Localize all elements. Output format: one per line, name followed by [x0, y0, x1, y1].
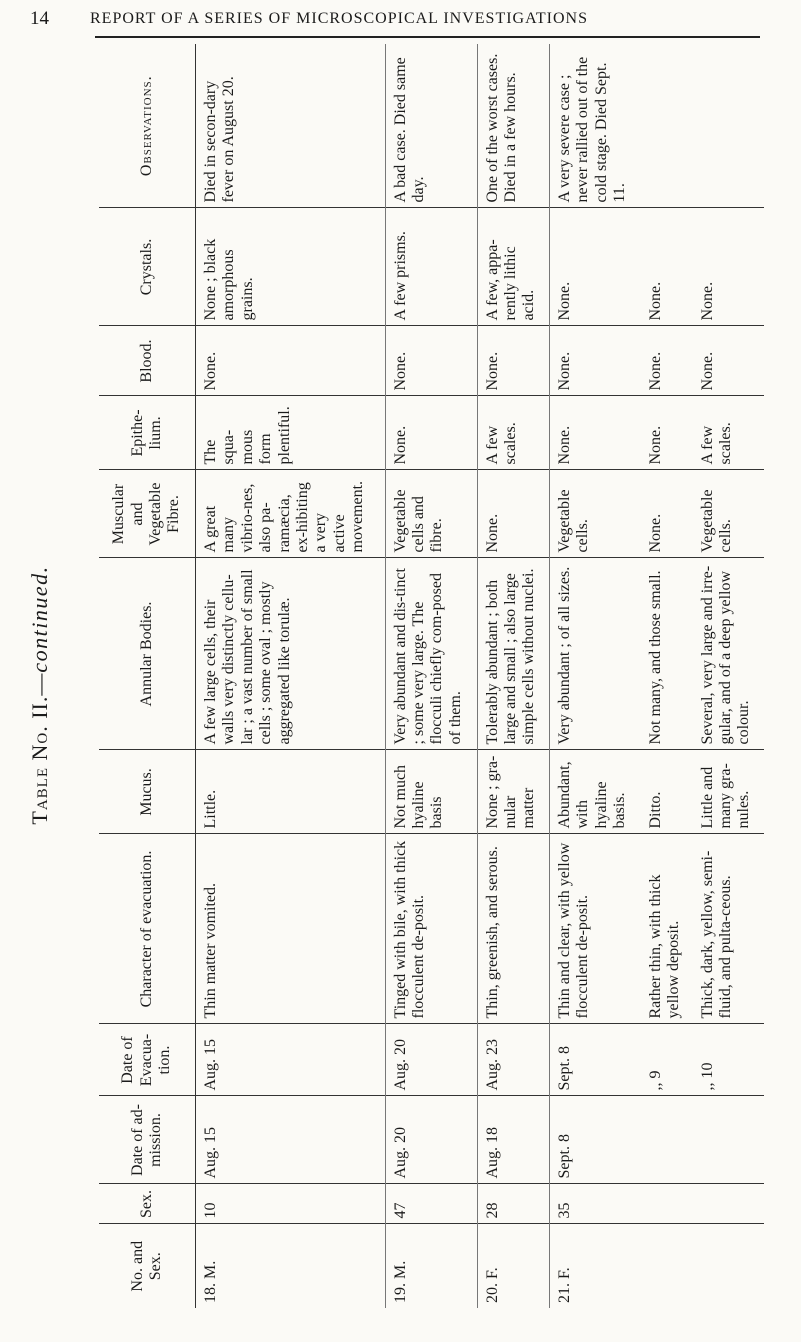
cell-no-sex: 21. F.: [549, 1224, 640, 1308]
cell-fibre: Vegetable cells.: [693, 470, 764, 558]
cell-observations: [641, 44, 693, 208]
cell-evacuation: ,, 9: [641, 1024, 693, 1096]
column-header: Crystals.: [99, 208, 196, 326]
cell-annular: Not many, and those small.: [641, 558, 693, 750]
column-header: Muscular and Vegetable Fibre.: [99, 470, 196, 558]
column-header: No. and Sex.: [99, 1224, 196, 1308]
cell-crystals: None ; black amorphous grains.: [196, 208, 386, 326]
cell-character: Rather thin, with thick yellow deposit.: [641, 834, 693, 1024]
cell-no-sex: [693, 1224, 764, 1308]
table-continued: continued.: [27, 565, 52, 673]
cell-epithelium: A few scales.: [477, 396, 549, 470]
cell-blood: None.: [477, 326, 549, 396]
cell-crystals: None.: [693, 208, 764, 326]
cell-observations: One of the worst cases. Died in a few hours.: [477, 44, 549, 208]
cell-age: [641, 1184, 693, 1224]
cell-age: 28: [477, 1184, 549, 1224]
table-number: Table No. II.—: [27, 672, 52, 825]
cell-age: 10: [196, 1184, 386, 1224]
column-header: Annular Bodies.: [99, 558, 196, 750]
table-row: [641, 44, 693, 1308]
column-header: Blood.: [99, 326, 196, 396]
cell-no-sex: 20. F.: [477, 1224, 549, 1308]
cell-age: 35: [549, 1184, 640, 1224]
cell-evacuation: Aug. 15: [196, 1024, 386, 1096]
cell-evacuation: ,, 10: [693, 1024, 764, 1096]
cell-character: Tinged with bile, with thick flocculent de-posit.: [385, 834, 477, 1024]
table-wrapper: [99, 44, 764, 1308]
column-header: Character of evacuation.: [99, 834, 196, 1024]
cell-admission: Aug. 18: [477, 1096, 549, 1184]
cell-fibre: Vegetable cells and fibre.: [385, 470, 477, 558]
cell-epithelium: The squa-mous form plentiful.: [196, 396, 386, 470]
cell-character: Thick, dark, yellow, semi-fluid, and pulta-ceous.: [693, 834, 764, 1024]
cell-crystals: A few prisms.: [385, 208, 477, 326]
cell-crystals: A few, appa-rently lithic acid.: [477, 208, 549, 326]
column-header: Date of Evacua-tion.: [99, 1024, 196, 1096]
rotated-table-frame: [99, 44, 764, 1308]
column-header: Epithe-lium.: [99, 396, 196, 470]
cell-age: [693, 1184, 764, 1224]
cell-crystals: None.: [549, 208, 640, 326]
table-row: [693, 44, 764, 1308]
cell-no-sex: 18. M.: [196, 1224, 386, 1308]
column-header: Observations.: [99, 44, 196, 208]
table-row: [385, 44, 477, 1308]
cell-no-sex: [641, 1224, 693, 1308]
table-row: [196, 44, 386, 1308]
cell-annular: Very abundant ; of all sizes.: [549, 558, 640, 750]
cell-mucus: None ; gra-nular matter: [477, 750, 549, 834]
cell-admission: Aug. 20: [385, 1096, 477, 1184]
page-number: 14: [30, 8, 49, 29]
cell-crystals: None.: [641, 208, 693, 326]
cell-epithelium: None.: [641, 396, 693, 470]
cell-fibre: A great many vibrio-nes, also pa-ramæcia, ex-hibiting a very active movement.: [196, 470, 386, 558]
cell-evacuation: Sept. 8: [549, 1024, 640, 1096]
cell-epithelium: None.: [549, 396, 640, 470]
cell-observations: Died in secon-dary fever on August 20.: [196, 44, 386, 208]
cell-mucus: Little and many gra-nules.: [693, 750, 764, 834]
cell-admission: [693, 1096, 764, 1184]
column-header: Sex.: [99, 1184, 196, 1224]
cell-admission: Aug. 15: [196, 1096, 386, 1184]
column-header: Date of ad-mission.: [99, 1096, 196, 1184]
cell-mucus: Little.: [196, 750, 386, 834]
cell-mucus: Ditto.: [641, 750, 693, 834]
running-head: REPORT OF A SERIES OF MICROSCOPICAL INVESTIGATIONS: [90, 10, 588, 27]
header-rule: [95, 36, 760, 38]
cell-admission: [641, 1096, 693, 1184]
cell-character: Thin and clear, with yellow flocculent de-posit.: [549, 834, 640, 1024]
cell-character: Thin matter vomited.: [196, 834, 386, 1024]
cell-annular: Several, very large and irre-gular, and of a deep yellow colour.: [693, 558, 764, 750]
table-row: [549, 44, 640, 1308]
cell-fibre: None.: [641, 470, 693, 558]
cell-age: 47: [385, 1184, 477, 1224]
cell-observations: A bad case. Died same day.: [385, 44, 477, 208]
cell-observations: A very severe case ; never rallied out of the cold stage. Died Sept. 11.: [555, 56, 629, 203]
cell-blood: None.: [641, 326, 693, 396]
cell-annular: Very abundant and dis-tinct ; some very large. The flocculi chiefly com-posed of them.: [385, 558, 477, 750]
cell-fibre: None.: [477, 470, 549, 558]
table-caption: [20, 435, 60, 955]
column-header: Mucus.: [99, 750, 196, 834]
cell-evacuation: Aug. 20: [385, 1024, 477, 1096]
cell-mucus: Not much hyaline basis: [385, 750, 477, 834]
records-table: [99, 44, 764, 1308]
cell-no-sex: 19. M.: [385, 1224, 477, 1308]
page-header: [30, 8, 770, 34]
cell-annular: A few large cells, their walls very distinctly cellu-lar ; a vast number of small cells ; some oval ; mostly aggregated like torulæ.: [196, 558, 386, 750]
cell-admission: Sept. 8: [549, 1096, 640, 1184]
cell-blood: None.: [385, 326, 477, 396]
cell-annular: Tolerably abundant ; both large and small ; also large simple cells without nuclei.: [477, 558, 549, 750]
cell-blood: None.: [549, 326, 640, 396]
cell-blood: None.: [196, 326, 386, 396]
cell-observations: [693, 44, 764, 208]
cell-epithelium: None.: [385, 396, 477, 470]
cell-blood: None.: [693, 326, 764, 396]
cell-mucus: Abundant, with hyaline basis.: [549, 750, 640, 834]
table-row: [477, 44, 549, 1308]
cell-evacuation: Aug. 23: [477, 1024, 549, 1096]
cell-fibre: Vegetable cells.: [549, 470, 640, 558]
cell-epithelium: A few scales.: [693, 396, 764, 470]
header-row: [99, 44, 196, 1308]
cell-character: Thin, greenish, and serous.: [477, 834, 549, 1024]
